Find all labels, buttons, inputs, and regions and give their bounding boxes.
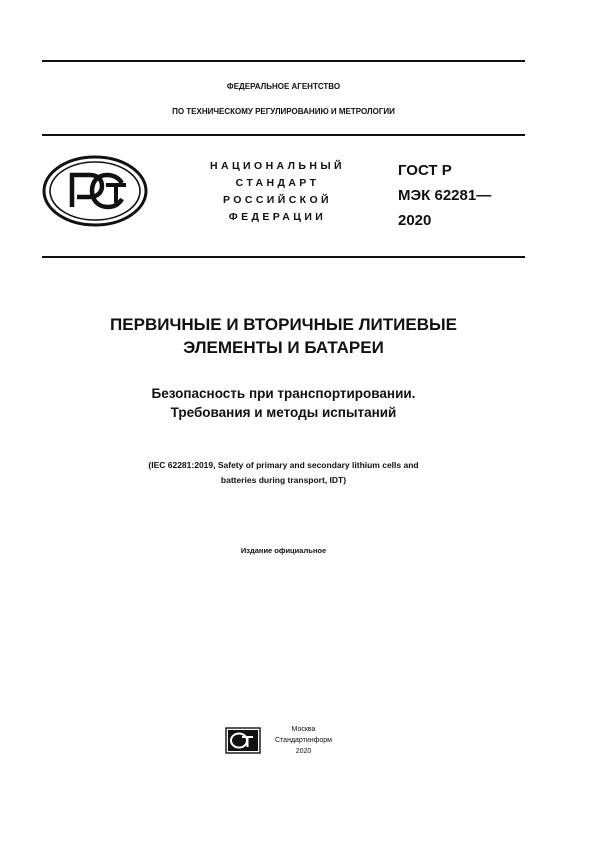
rst-logo-icon bbox=[42, 155, 148, 227]
subtitle-line-1: Безопасность при транспортировании. bbox=[151, 386, 416, 401]
reference-line-2: batteries during transport, IDT) bbox=[220, 475, 347, 485]
publisher-block bbox=[266, 724, 341, 757]
title-line-1: ПЕРВИЧНЫЕ И ВТОРИЧНЫЕ ЛИТИЕВЫЕ bbox=[110, 315, 457, 334]
standard-code bbox=[398, 158, 491, 233]
publisher-name: Стандартинформ bbox=[275, 737, 332, 744]
national-standard-line-3: РОССИЙСКОЙ bbox=[223, 194, 332, 206]
subtitle-line-2: Требования и методы испытаний bbox=[170, 405, 397, 420]
standartinform-logo-icon bbox=[225, 727, 261, 754]
national-standard-line-1: НАЦИОНАЛЬНЫЙ bbox=[210, 160, 345, 172]
top-rule bbox=[42, 60, 525, 62]
publisher-year: 2020 bbox=[295, 748, 312, 755]
national-standard-line-2: СТАНДАРТ bbox=[235, 177, 320, 189]
standard-code-line-2: МЭК 62281— bbox=[398, 187, 492, 204]
standard-code-line-1: ГОСТ Р bbox=[398, 162, 452, 179]
document-subtitle bbox=[42, 384, 525, 422]
agency-line-1: ФЕДЕРАЛЬНОЕ АГЕНТСТВО bbox=[226, 82, 341, 91]
international-reference bbox=[42, 458, 525, 488]
header-rule bbox=[42, 134, 525, 136]
mid-rule bbox=[42, 256, 525, 258]
reference-line-1: (IEC 62281:2019, Safety of primary and secondary lithium cells and bbox=[148, 460, 419, 470]
publisher-city: Москва bbox=[291, 726, 316, 733]
edition-note: Издание официальное bbox=[240, 546, 327, 555]
standard-code-line-3: 2020 bbox=[398, 212, 432, 229]
document-title bbox=[42, 313, 525, 359]
agency-line-2: ПО ТЕХНИЧЕСКОМУ РЕГУЛИРОВАНИЮ И МЕТРОЛОГИИ bbox=[172, 107, 395, 116]
national-standard-line-4: ФЕДЕРАЦИИ bbox=[228, 211, 327, 223]
title-line-2: ЭЛЕМЕНТЫ И БАТАРЕИ bbox=[183, 338, 384, 357]
national-standard-label bbox=[190, 158, 365, 226]
